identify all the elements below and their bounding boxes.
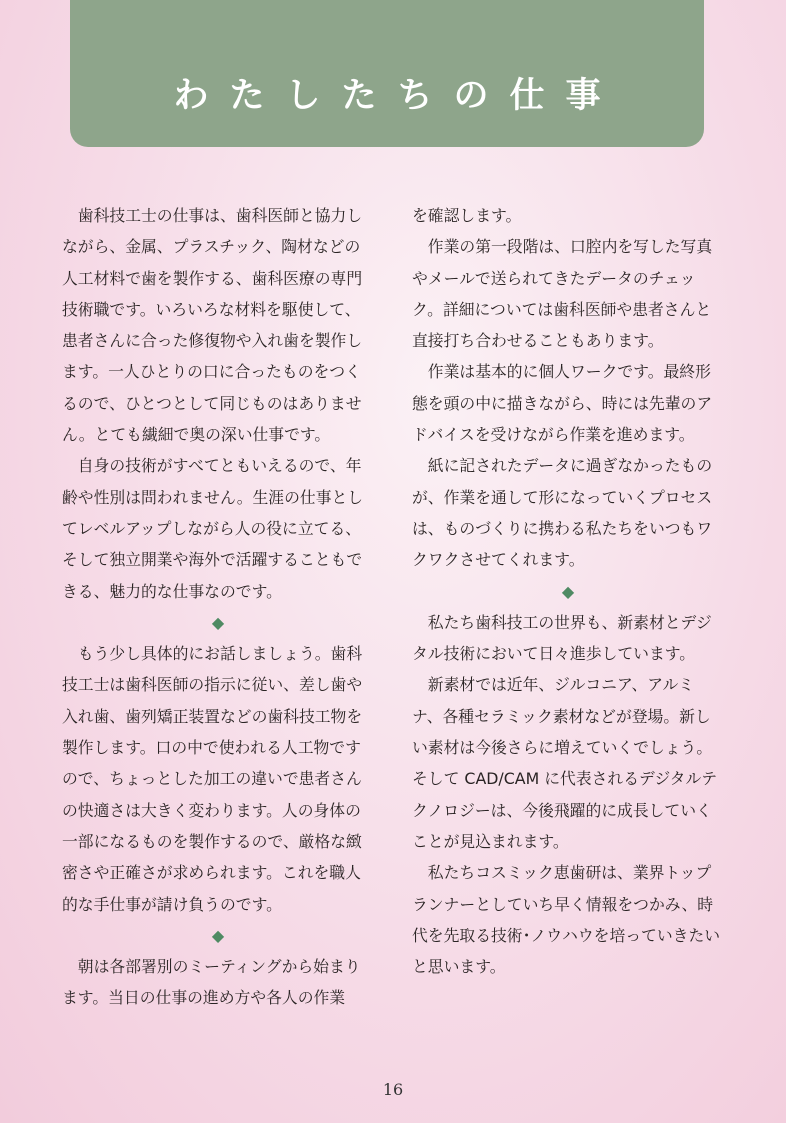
paragraph-company: 私たちコスミック恵歯研は、業界トップランナーとしていち早く情報をつかみ、時代を先取る技術･ノウハウを培っていきたいと思います。 [412,863,721,977]
paragraph-first-stage: 作業の第一段階は、口腔内を写した写真やメールで送られてきたデータのチェック。詳細については歯科医師や患者さんと直接打ち合わせることもあります。 [412,237,713,351]
diamond-divider-icon: ◆ [211,925,225,945]
paragraph-process: 紙に記されたデータに過ぎなかったものが、作業を通して形になっていくプロセスは、ものづくりに携わる私たちをいつもワクワクさせてくれます。 [412,456,713,570]
page-title: わたしたちの仕事 [173,76,622,116]
paragraph-intro: 歯科技工士の仕事は、歯科医師と協力しながら、金属、プラスチック、陶材などの人工材料で歯を製作する、歯科医療の専門技術職です。いろいろな材料を駆使して、患者さんに合った修復物や入れ歯を製作します。一人ひとりの口に合ったものをつくるので、ひとつとして同じものはありません。とても繊細で奥の深い仕事です。 [62,206,363,445]
paragraph-individual-work: 作業は基本的に個人ワークです。最終形態を頭の中に描きながら、時には先輩のアドバイスを受けながら作業を進めます。 [412,362,713,445]
paragraph-new-materials: 新素材では近年、ジルコニア、アルミナ、各種セラミック素材などが登場。新しい素材は今後さらに増えていくでしょう。そして CAD/CAM に代表されるデジタルテクノロジーは、今後飛躍的に成長していくことが見込まれます。 [412,675,718,851]
right-column [412,200,724,982]
diamond-divider-icon: ◆ [211,612,225,632]
title-banner [70,0,704,147]
left-column [62,200,374,1014]
paragraph-details: もう少し具体的にお話しましょう。歯科技工士は歯科医師の指示に従い、差し歯や入れ歯、歯列矯正装置などの歯科技工物を製作します。口の中で使われる人工物ですので、ちょっとした加工の違いで患者さんの快適さは大きく変わります。人の身体の一部になるものを製作するので、厳格な緻密さや正確さが求められます。これを職人的な手仕事が請け負うのです。 [62,644,363,914]
paragraph-skills: 自身の技術がすべてともいえるので、年齢や性別は問われません。生涯の仕事としてレベルアップしながら人の役に立てる、そして独立開業や海外で活躍することもできる、魅力的な仕事なのです。 [62,456,364,601]
diamond-divider-icon: ◆ [561,581,575,601]
paragraph-progress: 私たち歯科技工の世界も、新素材とデジタル技術において日々進歩しています。 [412,612,712,664]
paragraph-morning-continued: を確認します。 [412,206,522,225]
paragraph-morning: 朝は各部署別のミーティングから始まります。当日の仕事の進め方や各人の作業 [62,957,361,1008]
page-number: 16 [382,1080,404,1099]
